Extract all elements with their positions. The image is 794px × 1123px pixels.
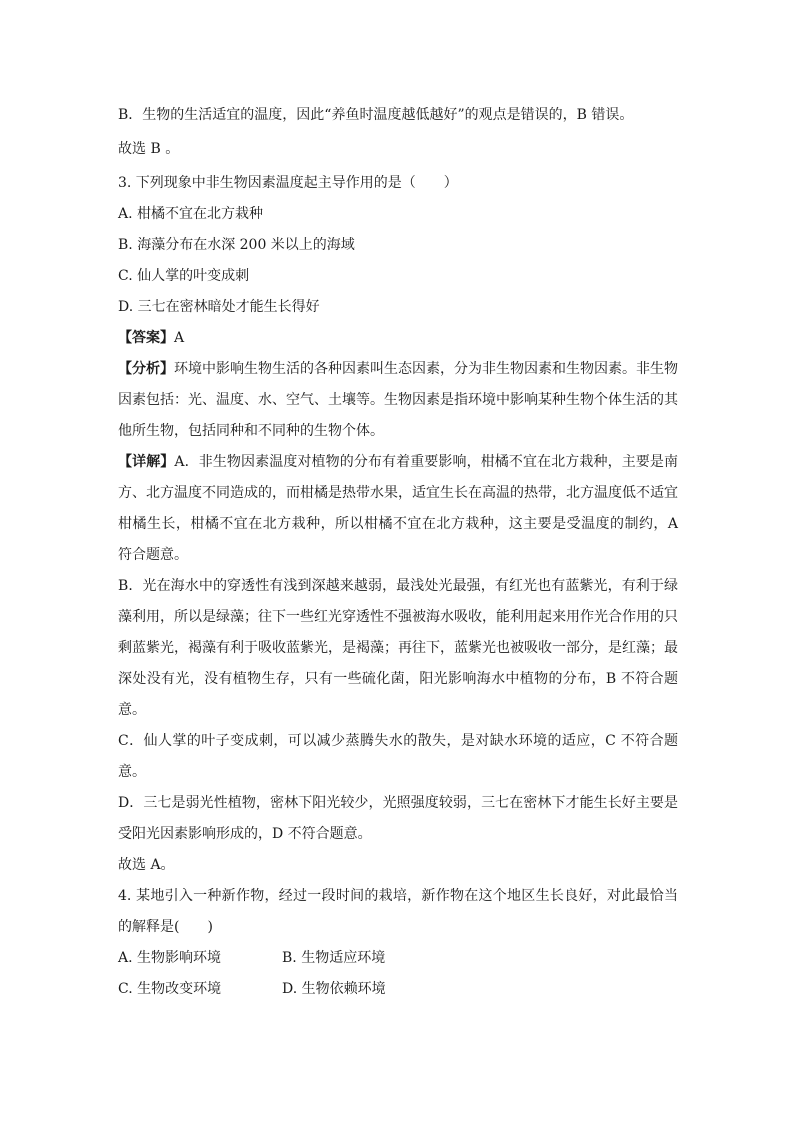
question-3-option-c: C. 仙人掌的叶变成刺 [118, 268, 250, 284]
question-4-option-b: B. 生物适应环境 [282, 950, 386, 966]
detail-tag: 【详解】 [118, 454, 175, 470]
prev-choose-line: 故选 B 。 [118, 141, 180, 157]
question-3-analysis [118, 354, 678, 447]
question-4-option-d: D. 生物依赖环境 [282, 981, 386, 997]
analysis-tag: 【分析】 [118, 361, 174, 377]
detail-a-text: A．非生物因素温度对植物的分布有着重要影响，柑橘不宜在北方栽种，主要是南方、北方温度不同造成的，而柑橘是热带水果，适宜生长在高温的热带，北方温度低不适宜柑橘生长，柑橘不宜在北方栽种，所以柑橘不宜在北方栽种，这主要是受温度的制约，A 符合题意。 [118, 454, 679, 563]
question-4-options-row-2 [118, 974, 678, 1005]
question-4-option-a: A. 生物影响环境 [118, 950, 222, 966]
question-4-options-row-1 [118, 943, 678, 974]
question-3-detail-b: B．光在海水中的穿透性有浅到深越来越弱，最浅处光最强，有红光也有蓝紫光，有利于绿藻利用，所以是绿藻；往下一些红光穿透性不强被海水吸收，能利用起来用作光合作用的只剩蓝紫光，褐藻有利于吸收蓝紫光，是褐藻；再往下，蓝紫光也被吸收一部分，是红藻；最深处没有光，没有植物生存，只有一些硫化菌，阳光影响海水中植物的分布，B 不符合题意。 [118, 578, 678, 718]
answer-tag: 【答案】 [118, 330, 174, 346]
analysis-text: 环境中影响生物生活的各种因素叫生态因素，分为非生物因素和生物因素。非生物因素包括：光、温度、水、空气、土壤等。生物因素是指环境中影响某种生物个体生活的其他所生物，包括同种和不同种的生物个体。 [118, 361, 678, 439]
question-3-answer [118, 323, 678, 354]
question-3-detail-d: D．三七是弱光性植物，密林下阳光较少，光照强度较弱，三七在密林下才能生长好主要是受阳光因素影响形成的，D 不符合题意。 [118, 795, 678, 842]
question-4-stem: 4. 某地引入一种新作物，经过一段时间的栽培，新作物在这个地区生长良好，对此最恰当的解释是( ) [118, 888, 678, 935]
question-3-stem: 3. 下列现象中非生物因素温度起主导作用的是（ ） [118, 175, 458, 191]
question-3-option-b: B. 海藻分布在水深 200 米以上的海域 [118, 237, 355, 253]
question-3-option-d: D. 三七在密林暗处才能生长得好 [118, 299, 320, 315]
question-3-option-a: A. 柑橘不宜在北方栽种 [118, 206, 264, 222]
question-3-detail-c: C．仙人掌的叶子变成刺，可以减少蒸腾失水的散失，是对缺水环境的适应，C 不符合题意。 [118, 733, 678, 780]
question-3-choose-line: 故选 A。 [118, 857, 175, 873]
question-4-option-c: C. 生物改变环境 [118, 981, 222, 997]
answer-value: A [174, 330, 185, 346]
prev-option-b-explanation: B．生物的生活适宜的温度，因此“养鱼时温度越低越好”的观点是错误的，B 错误。 [118, 107, 634, 123]
question-3-detail-a [118, 447, 678, 571]
page-content [118, 100, 678, 1005]
